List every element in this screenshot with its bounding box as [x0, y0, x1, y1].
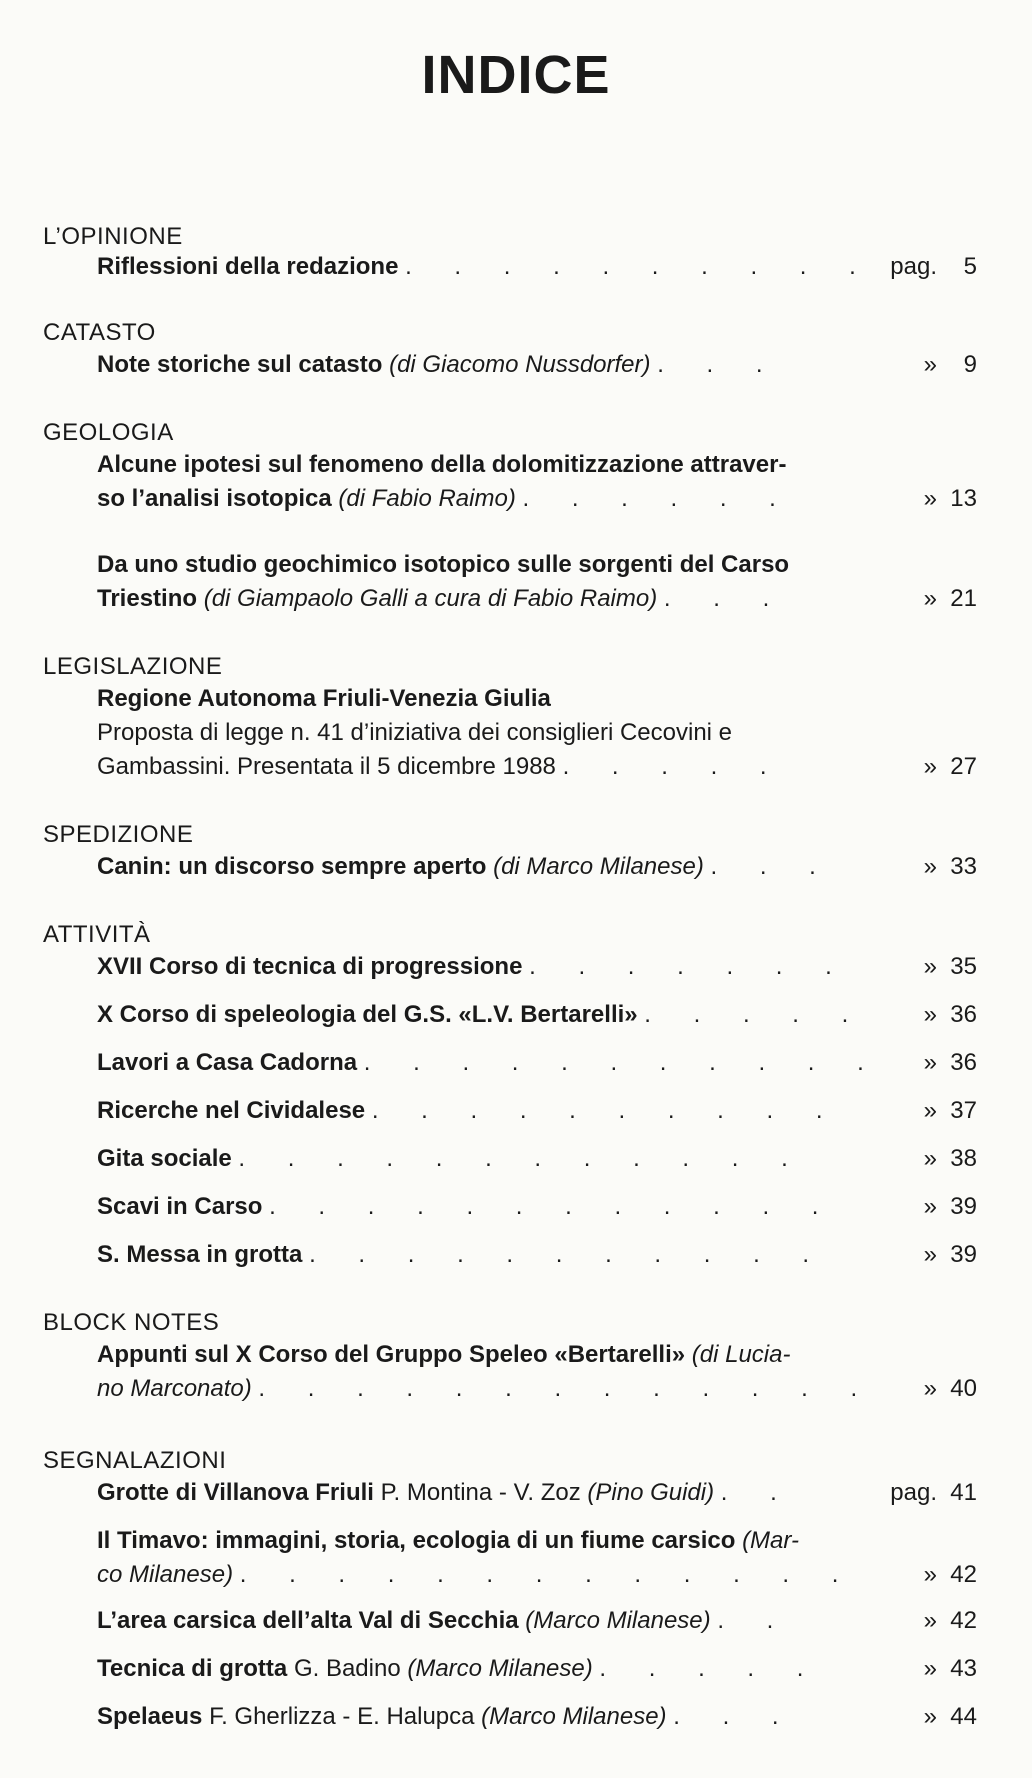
- page-reference: [877, 998, 977, 1032]
- leader-dots: . . .: [657, 351, 781, 378]
- leader-dots: . . .: [663, 585, 788, 612]
- page-prefix: »: [923, 1375, 937, 1402]
- entry-authors: P. Montina - V. Zoz: [380, 1479, 581, 1506]
- page-reference: [877, 1238, 977, 1272]
- page-number: 43: [950, 1655, 977, 1682]
- page-reference: [877, 750, 977, 784]
- entry-title: Canin: un discorso sempre aperto: [97, 853, 487, 880]
- entry-title: Appunti sul X Corso del Gruppo Speleo «Bertarelli»: [97, 1341, 686, 1368]
- leader-dots: . .: [720, 1479, 795, 1506]
- entry-title: Scavi in Carso: [97, 1193, 263, 1220]
- page-reference: [877, 348, 977, 382]
- page-prefix: »: [923, 953, 937, 980]
- page-reference: [877, 250, 977, 284]
- entry-authors: F. Gherlizza - E. Halupca: [209, 1703, 475, 1730]
- entry-title: L’area carsica dell’alta Val di Secchia: [97, 1607, 519, 1634]
- page-number: 5: [963, 253, 977, 280]
- page-prefix: pag.: [890, 1479, 937, 1506]
- page-prefix: »: [923, 1097, 937, 1124]
- page-reference: [877, 1604, 977, 1638]
- entry-title: Alcune ipotesi sul fenomeno della dolomitizzazione attraver-: [97, 451, 787, 478]
- section-title-attivita: ATTIVITÀ: [43, 921, 151, 948]
- page-reference: [877, 1558, 977, 1592]
- entry-title: Grotte di Villanova Friuli: [97, 1479, 374, 1506]
- section-title-opinione: L’OPINIONE: [43, 223, 183, 250]
- toc-entry[interactable]: [97, 1142, 977, 1176]
- page-number: 37: [950, 1097, 977, 1124]
- page-number: 38: [950, 1145, 977, 1172]
- leader-dots: . . . . . . .: [529, 953, 850, 980]
- section-title-spedizione: SPEDIZIONE: [43, 821, 194, 848]
- entry-author: (di Giacomo Nussdorfer): [389, 351, 651, 378]
- entry-title: X Corso di speleologia del G.S. «L.V. Bertarelli»: [97, 1001, 638, 1028]
- page-reference: [877, 1142, 977, 1176]
- entry-reviewer-cont: co Milanese): [97, 1561, 234, 1588]
- entry-author: (di Marco Milanese): [493, 853, 704, 880]
- entry-description: Proposta di legge n. 41 d’iniziativa dei consiglieri Cecovini e: [97, 719, 733, 746]
- page-reference: [877, 582, 977, 616]
- page-reference: [877, 1372, 977, 1406]
- entry-title-cont: Triestino: [97, 585, 198, 612]
- section-title-segnalazioni: SEGNALAZIONI: [43, 1447, 227, 1474]
- toc-entry[interactable]: [97, 1094, 977, 1128]
- entry-title-cont: so l’analisi isotopica: [97, 485, 332, 512]
- entry-title: XVII Corso di tecnica di progressione: [97, 953, 523, 980]
- toc-entry[interactable]: [97, 682, 977, 784]
- entry-author: (di Lucia-: [691, 1341, 791, 1368]
- leader-dots: . . . . .: [644, 1001, 867, 1028]
- entry-title: S. Messa in grotta: [97, 1241, 303, 1268]
- section-title-block-notes: BLOCK NOTES: [43, 1309, 220, 1336]
- page-prefix: »: [923, 1193, 937, 1220]
- entry-title: Da uno studio geochimico isotopico sulle sorgenti del Carso: [97, 551, 790, 578]
- page-prefix: »: [923, 1607, 937, 1634]
- page-number: 9: [963, 351, 977, 378]
- page-prefix: pag.: [890, 253, 937, 280]
- page-prefix: »: [923, 485, 937, 512]
- toc-entry[interactable]: [97, 1604, 977, 1638]
- toc-entry[interactable]: [97, 448, 977, 516]
- toc-entry[interactable]: [97, 548, 977, 616]
- entry-reviewer: (Marco Milanese): [407, 1655, 593, 1682]
- page-prefix: »: [923, 585, 937, 612]
- leader-dots: . . . . . . . . . .: [371, 1097, 841, 1124]
- entry-author: (di Fabio Raimo): [338, 485, 516, 512]
- page-prefix: »: [923, 1241, 937, 1268]
- entry-reviewer: (Pino Guidi): [587, 1479, 715, 1506]
- page-number: 27: [950, 753, 977, 780]
- leader-dots: . . .: [710, 853, 834, 880]
- page-number: 40: [950, 1375, 977, 1402]
- page-prefix: »: [923, 1703, 937, 1730]
- entry-title: Ricerche nel Cividalese: [97, 1097, 366, 1124]
- page-reference: [877, 1476, 977, 1510]
- page-prefix: »: [923, 1001, 937, 1028]
- leader-dots: . . .: [673, 1703, 797, 1730]
- page-number: 39: [950, 1241, 977, 1268]
- section-title-legislazione: LEGISLAZIONE: [43, 653, 223, 680]
- page-reference: [877, 950, 977, 984]
- page-number: 42: [950, 1607, 977, 1634]
- page-number: 36: [950, 1049, 977, 1076]
- entry-description-cont: Gambassini. Presentata il 5 dicembre 1988: [97, 753, 556, 780]
- page-prefix: »: [923, 753, 937, 780]
- toc-entry[interactable]: [97, 1476, 977, 1510]
- toc-entry[interactable]: [97, 1046, 977, 1080]
- page-reference: [877, 850, 977, 884]
- entry-author-cont: no Marconato): [97, 1375, 252, 1402]
- toc-entry[interactable]: [97, 1238, 977, 1272]
- entry-title: Spelaeus: [97, 1703, 203, 1730]
- toc-entry[interactable]: [97, 348, 977, 382]
- entry-reviewer: (Marco Milanese): [525, 1607, 711, 1634]
- page-title: INDICE: [421, 45, 611, 105]
- entry-title: Note storiche sul catasto: [97, 351, 383, 378]
- page-prefix: »: [923, 351, 937, 378]
- leader-dots: . . . . . .: [522, 485, 794, 512]
- page-prefix: »: [923, 1655, 937, 1682]
- page-number: 41: [950, 1479, 977, 1506]
- leader-dots: . . . . . . . . . . . . .: [258, 1375, 876, 1402]
- section-title-geologia: GEOLOGIA: [43, 419, 174, 446]
- page-number: 44: [950, 1703, 977, 1730]
- page-number: 21: [950, 585, 977, 612]
- toc-entry[interactable]: [97, 1190, 977, 1224]
- leader-dots: . . . . . . . . . .: [405, 253, 874, 280]
- page-reference: [877, 1700, 977, 1734]
- entry-reviewer: (Mar-: [742, 1527, 799, 1554]
- toc-entry[interactable]: [97, 1700, 977, 1734]
- page-reference: [877, 1046, 977, 1080]
- page-number: 13: [950, 485, 977, 512]
- page-reference: [877, 1094, 977, 1128]
- leader-dots: . . . . .: [562, 753, 785, 780]
- page-reference: [877, 1652, 977, 1686]
- page-prefix: »: [923, 1561, 937, 1588]
- toc-entry[interactable]: [97, 998, 977, 1032]
- page-number: 36: [950, 1001, 977, 1028]
- page-number: 42: [950, 1561, 977, 1588]
- page-prefix: »: [923, 1049, 937, 1076]
- toc-entry[interactable]: [97, 850, 977, 884]
- leader-dots: . . . . . . . . . . .: [309, 1241, 828, 1268]
- leader-dots: . . . . . . . . . . . . .: [239, 1561, 857, 1588]
- page-number: 39: [950, 1193, 977, 1220]
- page-number: 35: [950, 953, 977, 980]
- leader-dots: . . . . . . . . . . . .: [269, 1193, 837, 1220]
- page-reference: [877, 482, 977, 516]
- toc-entry[interactable]: [97, 1652, 977, 1686]
- entry-title: Tecnica di grotta: [97, 1655, 288, 1682]
- page-prefix: »: [923, 853, 937, 880]
- toc-entry[interactable]: [97, 250, 977, 284]
- entry-author: (di Giampaolo Galli a cura di Fabio Raimo): [203, 585, 658, 612]
- page-prefix: »: [923, 1145, 937, 1172]
- entry-title: Regione Autonoma Friuli-Venezia Giulia: [97, 685, 551, 712]
- section-title-catasto: CATASTO: [43, 319, 156, 346]
- leader-dots: . . . . .: [599, 1655, 822, 1682]
- entry-title: Gita sociale: [97, 1145, 232, 1172]
- leader-dots: . . . . . . . . . . .: [363, 1049, 882, 1076]
- entry-reviewer: (Marco Milanese): [481, 1703, 667, 1730]
- leader-dots: . .: [717, 1607, 792, 1634]
- entry-title: Lavori a Casa Cadorna: [97, 1049, 358, 1076]
- entry-authors: G. Badino: [293, 1655, 401, 1682]
- entry-title: Riflessioni della redazione: [97, 253, 399, 280]
- toc-entry[interactable]: [97, 1524, 977, 1592]
- entry-title: Il Timavo: immagini, storia, ecologia di un fiume carsico: [97, 1527, 736, 1554]
- page-number: 33: [950, 853, 977, 880]
- leader-dots: . . . . . . . . . . . .: [238, 1145, 806, 1172]
- toc-entry[interactable]: [97, 1338, 977, 1406]
- page-reference: [877, 1190, 977, 1224]
- toc-entry[interactable]: [97, 950, 977, 984]
